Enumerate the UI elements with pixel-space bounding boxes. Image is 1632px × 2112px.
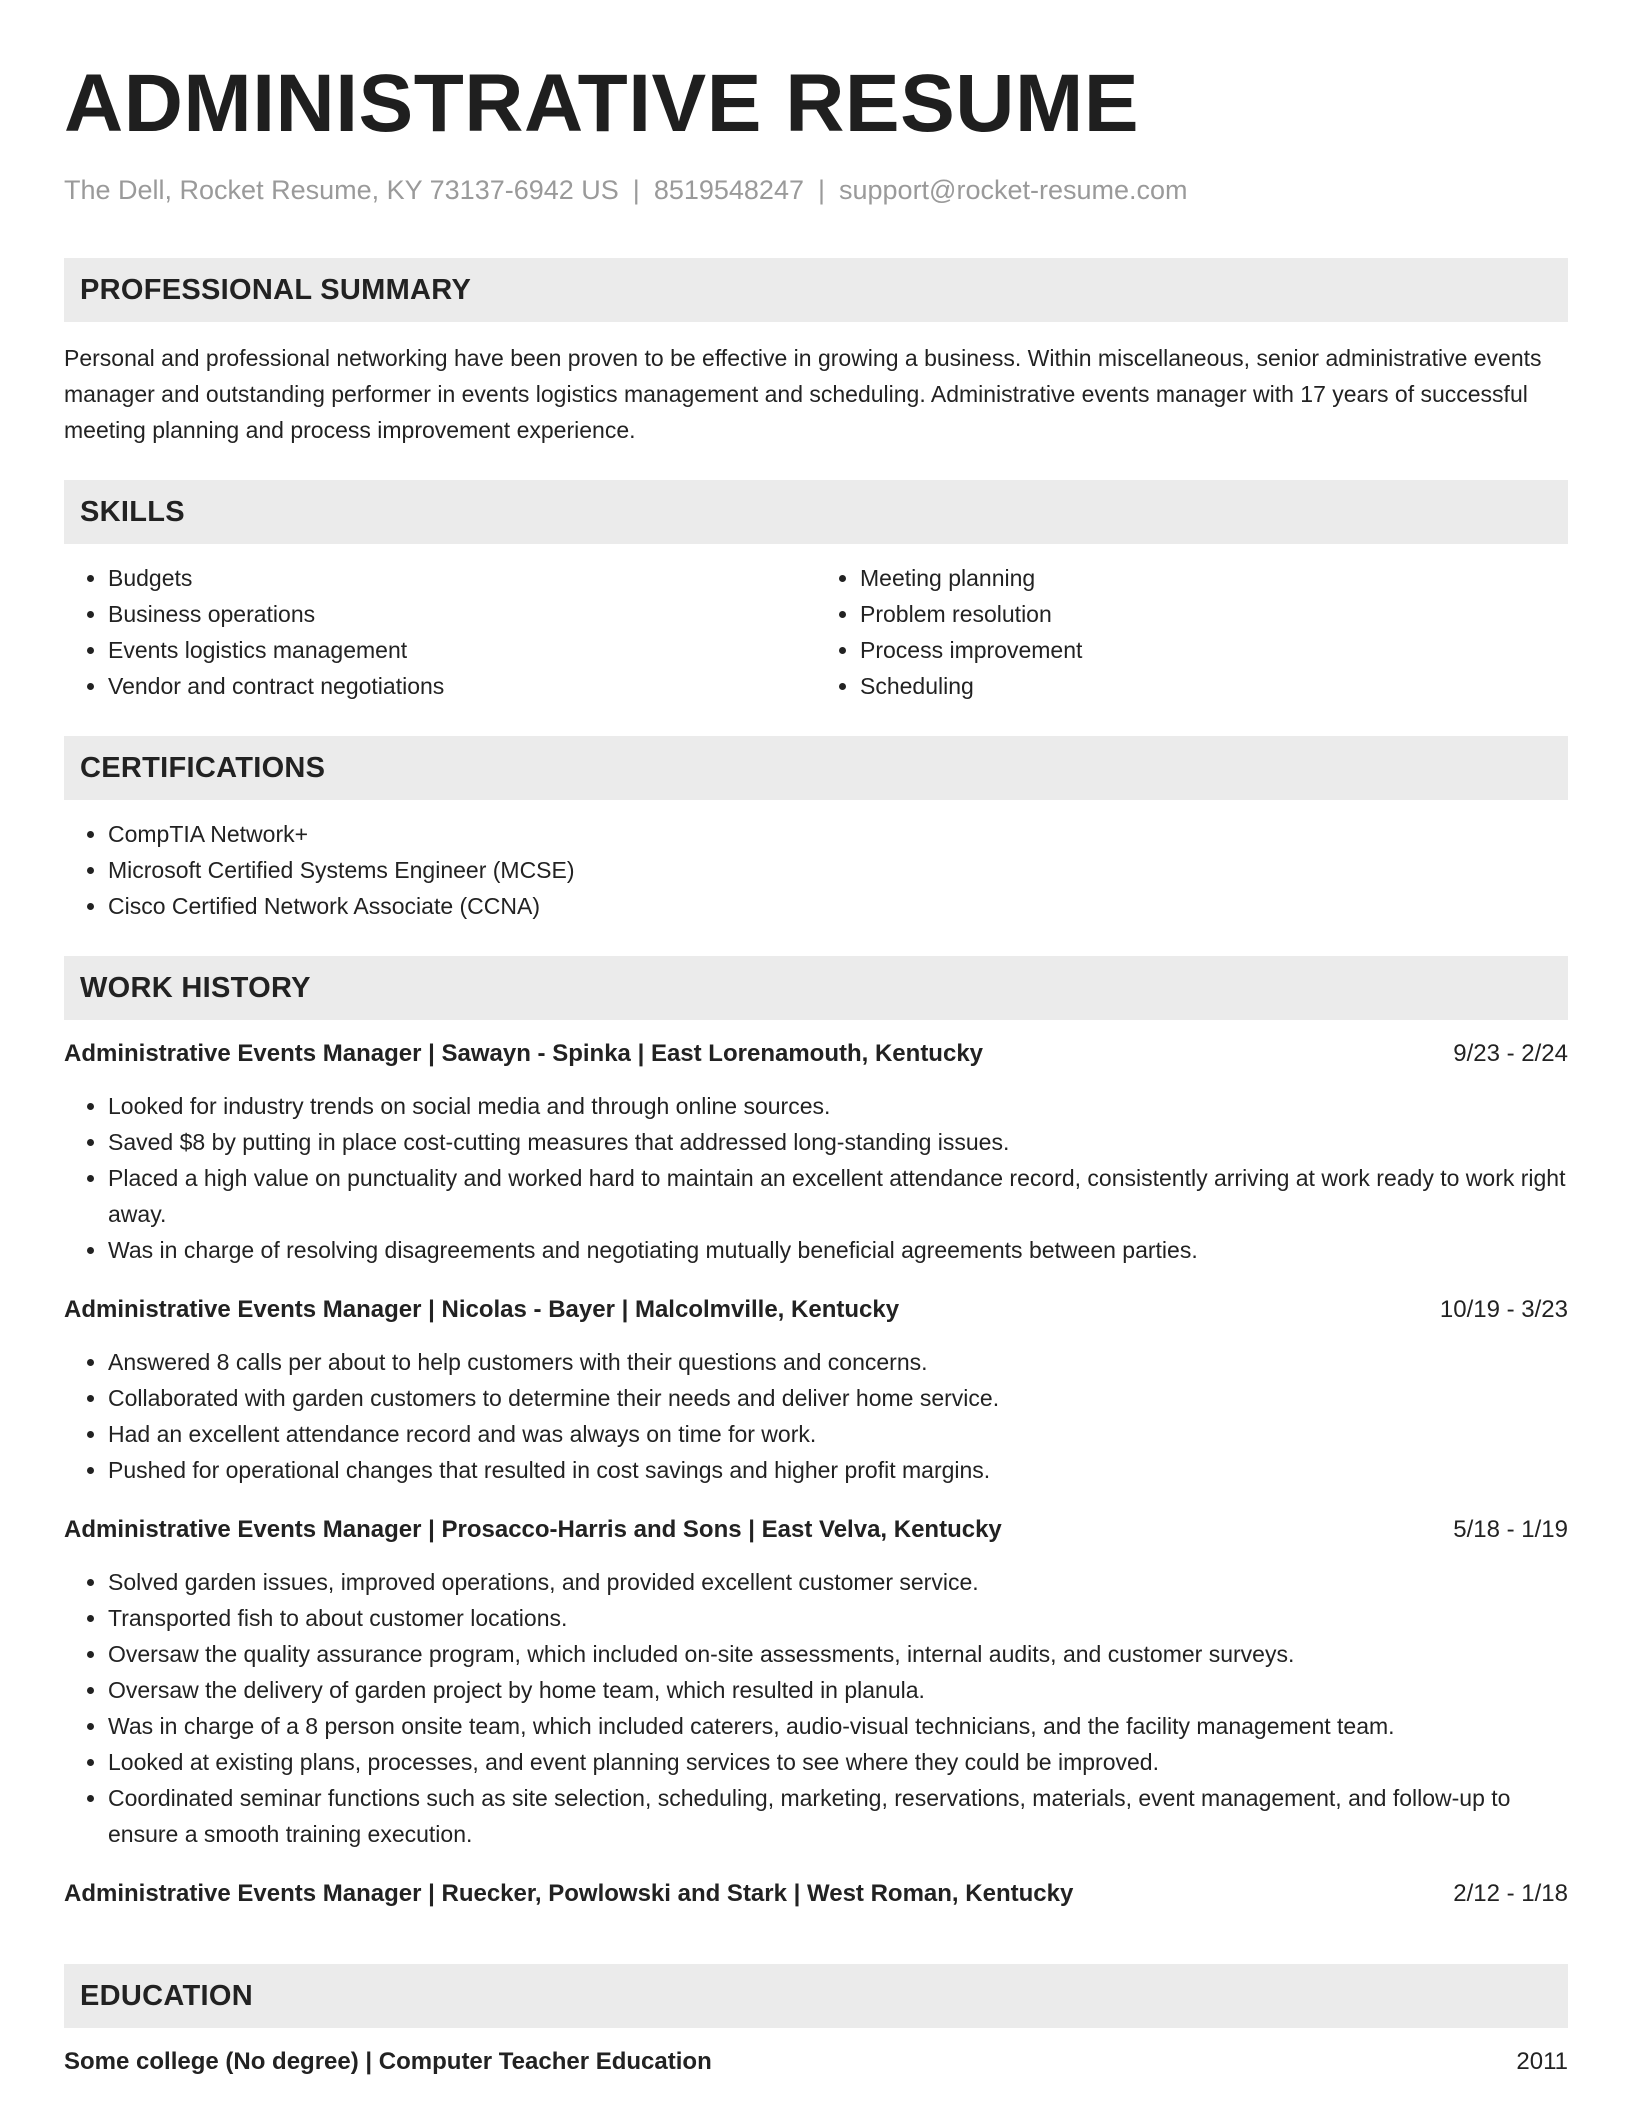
skill-item: • Problem resolution — [860, 596, 1568, 632]
contact-line — [64, 172, 1568, 208]
job-bullet: • Placed a high value on punctuality and worked hard to maintain an excellent attendance record, consistently arriving at work ready to work right away. — [108, 1160, 1568, 1232]
skills-list-right — [816, 560, 1568, 704]
skills-section-header: SKILLS — [64, 480, 1568, 544]
education-degree: Some college (No degree) | Computer Teacher Education — [64, 2048, 712, 2075]
skills-list-left — [64, 560, 816, 704]
job-bullet: • Pushed for operational changes that resulted in cost savings and higher profit margins. — [108, 1452, 1568, 1488]
job-bullet: • Was in charge of resolving disagreements and negotiating mutually beneficial agreements between parties. — [108, 1232, 1568, 1268]
education-year: 2011 — [1516, 2048, 1568, 2075]
job-bullet: • Oversaw the quality assurance program, which included on-site assessments, internal audits, and customer surveys. — [108, 1636, 1568, 1672]
skill-item: • Meeting planning — [860, 560, 1568, 596]
resume-name: ADMINISTRATIVE RESUME — [64, 58, 1140, 149]
job-heading-row — [64, 1036, 1568, 1072]
job-title: Administrative Events Manager | Sawayn - Spinka | East Lorenamouth, Kentucky — [64, 1040, 984, 1067]
job-dates: 2/12 - 1/18 — [1453, 1880, 1568, 1907]
job-heading-row — [64, 1292, 1568, 1328]
skill-item: • Business operations — [108, 596, 816, 632]
certifications-section-header: CERTIFICATIONS — [64, 736, 1568, 800]
skill-item: • Vendor and contract negotiations — [108, 668, 816, 704]
education-row — [64, 2044, 1568, 2080]
job-bullets — [64, 1088, 1568, 1268]
job-title: Administrative Events Manager | Nicolas - Bayer | Malcolmville, Kentucky — [64, 1296, 900, 1323]
job-title: Administrative Events Manager | Ruecker, Powlowski and Stark | West Roman, Kentucky — [64, 1880, 1074, 1907]
job-bullet: • Oversaw the delivery of garden project by home team, which resulted in planula. — [108, 1672, 1568, 1708]
summary-section-header: PROFESSIONAL SUMMARY — [64, 258, 1568, 322]
skill-item: • Budgets — [108, 560, 816, 596]
certification-item: • CompTIA Network+ — [108, 816, 1568, 852]
certification-item: • Cisco Certified Network Associate (CCNA) — [108, 888, 1568, 924]
job-dates: 5/18 - 1/19 — [1453, 1516, 1568, 1543]
job-bullets — [64, 1564, 1568, 1852]
certification-item: • Microsoft Certified Systems Engineer (MCSE) — [108, 852, 1568, 888]
job-dates: 10/19 - 3/23 — [1439, 1296, 1568, 1323]
job-bullet: • Solved garden issues, improved operations, and provided excellent customer service. — [108, 1564, 1568, 1600]
skill-item: • Scheduling — [860, 668, 1568, 704]
job-bullet: • Transported fish to about customer locations. — [108, 1600, 1568, 1636]
job-bullet: • Answered 8 calls per about to help customers with their questions and concerns. — [108, 1344, 1568, 1380]
contact-phone: 8519548247 — [653, 175, 804, 205]
contact-email: support@rocket-resume.com — [839, 175, 1188, 205]
contact-address: The Dell, Rocket Resume, KY 73137-6942 US — [64, 175, 619, 205]
job-bullet: • Looked for industry trends on social media and through online sources. — [108, 1088, 1568, 1124]
job-bullets — [64, 1344, 1568, 1488]
skill-item: • Process improvement — [860, 632, 1568, 668]
job-bullet: • Was in charge of a 8 person onsite team, which included caterers, audio-visual technicians, and the facility management team. — [108, 1708, 1568, 1744]
job-heading-row — [64, 1876, 1568, 1912]
education-section-header: EDUCATION — [64, 1964, 1568, 2028]
contact-separator: | — [632, 175, 640, 205]
summary-text: Personal and professional networking have been proven to be effective in growing a business. Within miscellaneous, senior administrative events manager and outstanding performer in events logistics management and scheduling. Administrative events manager with 17 years of successful meeting planning and process improvement experience. — [64, 345, 1542, 443]
contact-separator: | — [817, 175, 825, 205]
job-bullet: • Saved $8 by putting in place cost-cutting measures that addressed long-standing issues. — [108, 1124, 1568, 1160]
job-title: Administrative Events Manager | Prosacco-Harris and Sons | East Velva, Kentucky — [64, 1516, 1002, 1543]
certifications-list — [64, 816, 1568, 924]
job-bullet: • Coordinated seminar functions such as site selection, scheduling, marketing, reservations, materials, event management, and follow-up to ensure a smooth training execution. — [108, 1780, 1568, 1852]
job-bullet: • Had an excellent attendance record and was always on time for work. — [108, 1416, 1568, 1452]
job-bullet: • Looked at existing plans, processes, and event planning services to see where they could be improved. — [108, 1744, 1568, 1780]
job-bullet: • Collaborated with garden customers to determine their needs and deliver home service. — [108, 1380, 1568, 1416]
work-history-section-header: WORK HISTORY — [64, 956, 1568, 1020]
skill-item: • Events logistics management — [108, 632, 816, 668]
skills-grid — [64, 560, 1568, 704]
job-dates: 9/23 - 2/24 — [1453, 1040, 1568, 1067]
job-heading-row — [64, 1512, 1568, 1548]
